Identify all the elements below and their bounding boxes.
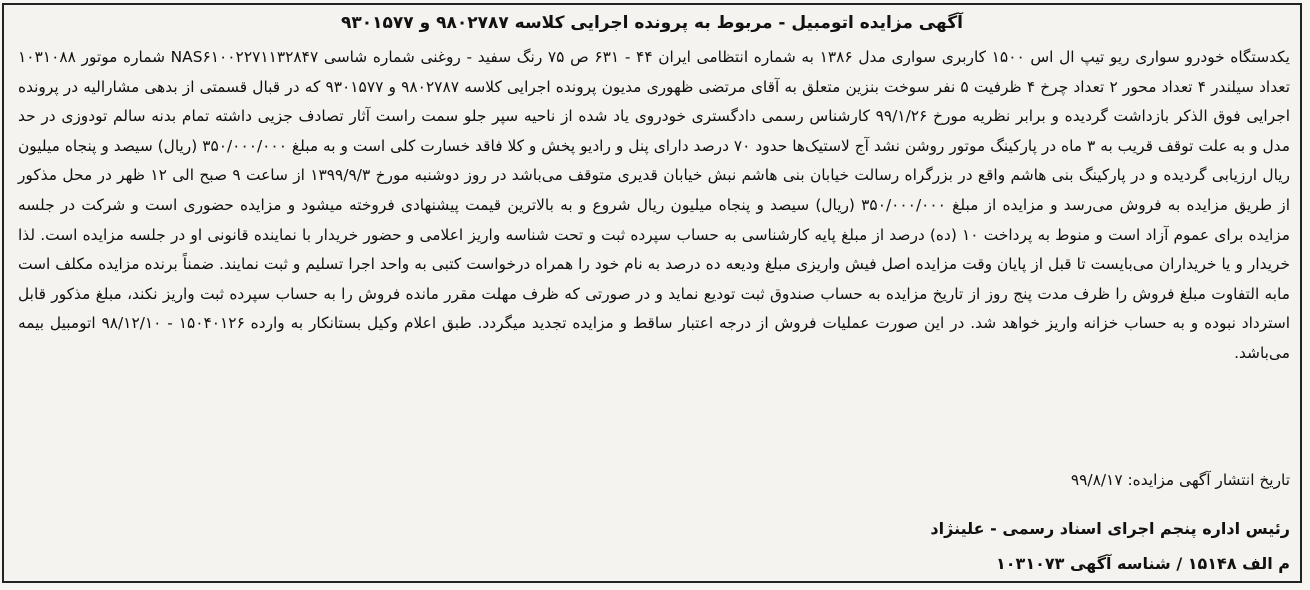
signature-line-2: م الف ۱۵۱۴۸ / شناسه آگهی ۱۰۳۱۰۷۳	[996, 554, 1290, 573]
publish-date: تاریخ انتشار آگهی مزایده: ۹۹/۸/۱۷	[1070, 471, 1290, 489]
notice-title: آگهی مزایده اتومبیل - مربوط به پرونده اجرایی کلاسه ۹۸۰۲۷۸۷ و ۹۳۰۱۵۷۷	[341, 13, 963, 33]
auction-notice	[2, 3, 1302, 583]
notice-body: یکدستگاه خودرو سواری ریو تیپ ال اس ۱۵۰۰ کاربری سواری مدل ۱۳۸۶ به شماره انتظامی ایران ۴۴ - ۶۳۱ ص ۷۵ رنگ سفید - روغنی شماره شاسی NAS۶۱۰۰۲۲۷۱۱۳۲۸۴۷ شماره موتور ۱۰۳۱۰۸۸ تعداد سیلندر ۴ تعداد محور ۲ تعداد چرخ ۴ ظرفیت ۵ نفر سوخت بنزین متعلق به آقای مرتضی ظهوری مدیون پرونده اجرایی کلاسه ۹۸۰۲۷۸۷ و ۹۳۰۱۵۷۷ که در قبال قسمتی از بدهی مشارالیه در پرونده اجرایی فوق الذکر بازداشت گردیده و برابر نظریه مورخ ۹۹/۱/۲۶ کارشناس رسمی دادگستری خودروی یاد شده از ناحیه سپر جلو سمت راست آثار تصادف جزیی داشته تمام بدنه سالم تودوزی در حد مدل و به علت توقف قریب به ۳ ماه در پارکینگ موتور روشن نشد آج لاستیک‌ها حدود ۷۰ درصد دارای پنل و رادیو پخش و کلا فاقد خسارت کلی است و به مبلغ ۳۵۰/۰۰۰/۰۰۰ (ریال) سیصد و پنجاه میلیون ریال ارزیابی گردیده و در پارکینگ بنی هاشم واقع در بزرگراه رسالت خیابان بنی هاشم نبش خیابان قدیری متوقف می‌باشد در روز دوشنبه مورخ ۱۳۹۹/۹/۳ از ساعت ۹ صبح الی ۱۲ ظهر در محل مذکور از طریق مزایده به فروش می‌رسد و مزایده از مبلغ ۳۵۰/۰۰۰/۰۰۰ (ریال) سیصد و پنجاه میلیون ریال شروع و به بالاترین قیمت پیشنهادی فروخته میشود و مزایده حضوری است و شرکت در جلسه مزایده برای عموم آزاد است و منوط به پرداخت ۱۰ (ده) درصد از مبلغ پایه کارشناسی به حساب سپرده ثبت و تحت شناسه واریز اعلامی و حضور خریدار با نماینده قانونی او در جلسه مزایده است. لذا خریدار و یا خریداران می‌بایست تا قبل از پایان وقت مزایده اصل فیش واریزی مبلغ ودیعه ده درصد به نام خود را همراه درخواست کتبی به واحد اجرا تسلیم و ثبت نمایند. ضمناً برنده مزایده مکلف است مابه التفاوت مبلغ فروش را ظرف مدت پنج روز از تاریخ مزایده به حساب صندوق ثبت تودیع نماید و در صورتی که ظرف مهلت مقرر مانده فروش را به حساب سپرده ثبت واریز نکند، مبلغ مذکور قابل استرداد نبوده و به حساب خزانه واریز خواهد شد. در این صورت عملیات فروش از درجه اعتبار ساقط و مزایده تجدید میگردد. طبق اعلام وکیل بستانکار به وارده ۱۵۰۴۰۱۲۶ - ۹۸/۱۲/۱۰ اتومبیل بیمه می‌باشد.	[18, 48, 1291, 362]
signature-line-1: رئیس اداره پنجم اجرای اسناد رسمی - علینژاد	[930, 519, 1290, 538]
